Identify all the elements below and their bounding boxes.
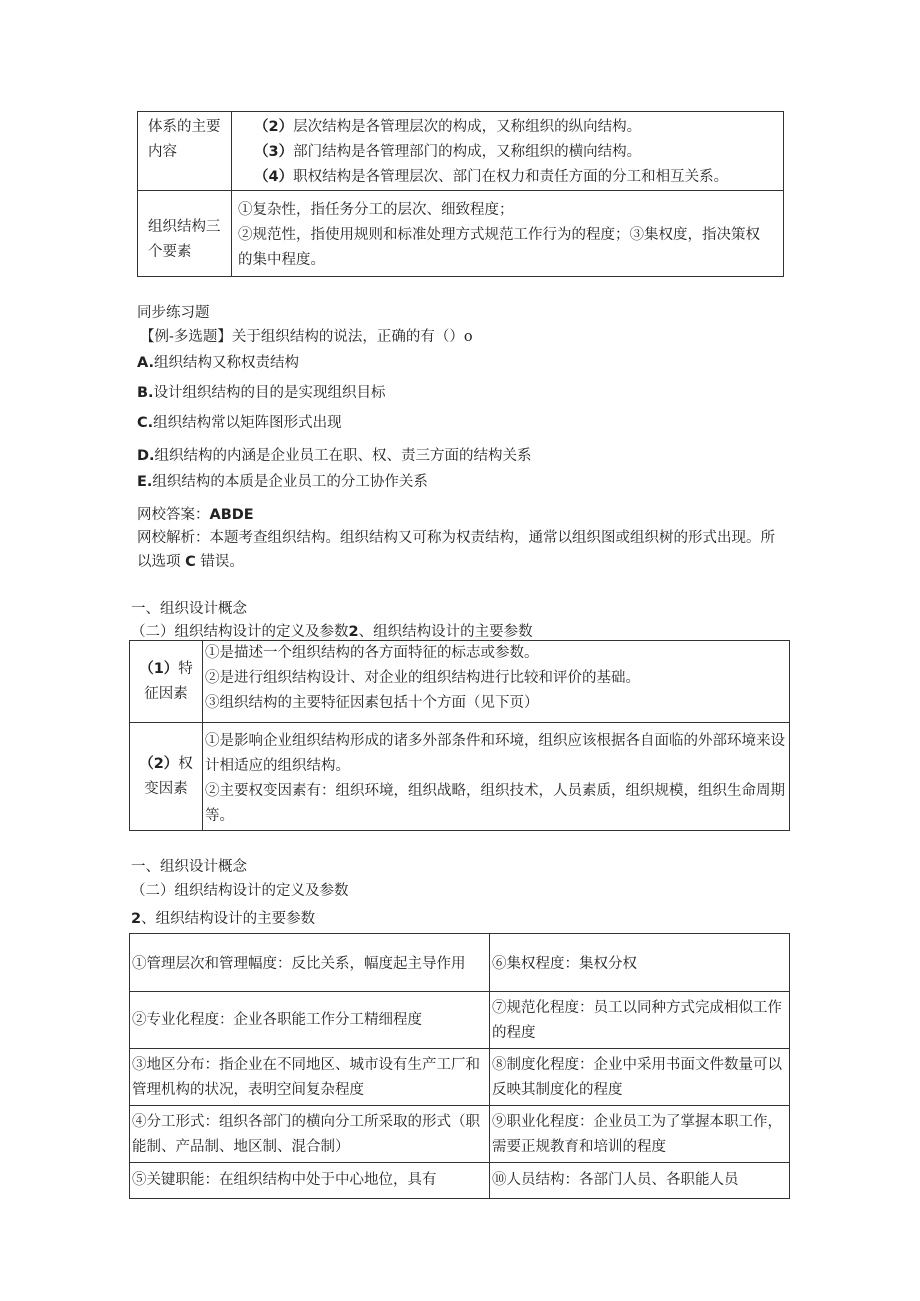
- parameters-table: [129, 933, 790, 1199]
- param-cell: ⑥集权程度：集权分权: [490, 934, 790, 992]
- option-c: C.组织结构常以矩阵图形式出现: [137, 415, 342, 431]
- param-cell: ②专业化程度：企业各职能工作分工精细程度: [130, 992, 490, 1049]
- param-cell: ⑧制度化程度：企业中采用书面文件数量可以反映其制度化的程度: [490, 1049, 790, 1106]
- table-row-content: [232, 112, 784, 191]
- answer-value: ABDE: [209, 507, 254, 523]
- structure-table: [137, 111, 784, 277]
- content-line: ②主要权变因素有：组织环境，组织战略，组织技术，人员素质，组织规模，组织生命周期等。: [205, 783, 785, 824]
- content-line: ①是影响企业组织结构形成的诸多外部条件和环境，组织应该根据各自面临的外部环境来设计相适应的组织结构。: [205, 733, 785, 774]
- param-cell: ⑤关键职能：在组织结构中处于中心地位，具有: [130, 1163, 490, 1199]
- param-cell: ④分工形式：组织各部门的横向分工所采取的形式（职能制、产品制、地区制、混合制）: [130, 1106, 490, 1163]
- content-line: ②是进行组织结构设计、对企业的组织结构进行比较和评价的基础。: [205, 670, 640, 686]
- content-line: ①复杂性，指任务分工的层次、细致程度；: [238, 202, 514, 218]
- section-subheading: 2、组织结构设计的主要参数: [131, 911, 316, 927]
- table-row-content: [203, 641, 790, 723]
- option-a: A.组织结构又称权责结构: [137, 355, 299, 371]
- table-row-content: [232, 191, 784, 277]
- param-cell: ⑨职业化程度：企业员工为了掌握本职工作，需要正规教育和培训的程度: [490, 1106, 790, 1163]
- question-text: 【例-多选题】关于组织结构的说法，正确的有（）o: [140, 329, 473, 345]
- param-cell: ③地区分布：指企业在不同地区、城市设有生产工厂和管理机构的状况，表明空间复杂程度: [130, 1049, 490, 1106]
- answer-line: 网校答案：ABDE: [137, 507, 254, 523]
- table-row-content: [203, 723, 790, 831]
- row-label: 体系的主要内容: [148, 119, 221, 160]
- section-title: 一、组织设计概念: [131, 601, 247, 617]
- content-line: （3）部门结构是各管理部门的构成，又称组织的横向结构。: [254, 144, 642, 160]
- factors-table: [129, 640, 790, 831]
- content-line: ②规范性，指使用规则和标准处理方式规范工作行为的程度；③集权度，指决策权的集中程度。: [238, 227, 760, 268]
- content-line: ①是描述一个组织结构的各方面特征的标志或参数。: [205, 645, 539, 661]
- table-row-label: [138, 112, 232, 191]
- param-cell: ⑩人员结构：各部门人员、各职能人员: [490, 1163, 790, 1199]
- content-line: ③组织结构的主要特征因素包括十个方面（见下页）: [205, 695, 539, 711]
- section-subtitle: （二）组织结构设计的定义及参数2、组织结构设计的主要参数: [131, 624, 533, 640]
- content-line: （2）层次结构是各管理层次的构成，又称组织的纵向结构。: [254, 119, 642, 135]
- analysis-paragraph: 网校解析：本题考查组织结构。组织结构又可称为权责结构，通常以组织图或组织树的形式出现。所以选项 C 错误。: [137, 530, 775, 570]
- table-row-label: （2）权变因素: [130, 723, 203, 831]
- table-row-label: [138, 191, 232, 277]
- section-title: 一、组织设计概念: [131, 859, 247, 875]
- option-b: B.设计组织结构的目的是实现组织目标: [137, 385, 386, 401]
- param-cell: ⑦规范化程度：员工以同种方式完成相似工作的程度: [490, 992, 790, 1049]
- practice-heading: 同步练习题: [137, 305, 210, 321]
- option-e: E.组织结构的本质是企业员工的分工协作关系: [137, 474, 428, 490]
- content-line: （4）职权结构是各管理层次、部门在权力和责任方面的分工和相互关系。: [254, 169, 729, 185]
- option-d: D.组织结构的内涵是企业员工在职、权、责三方面的结构关系: [137, 448, 532, 464]
- param-cell: ①管理层次和管理幅度：反比关系，幅度起主导作用: [130, 934, 490, 992]
- row-label: 组织结构三个要素: [148, 219, 221, 260]
- section-subtitle: （二）组织结构设计的定义及参数: [131, 883, 349, 899]
- table-row-label: （1）特征因素: [130, 641, 203, 723]
